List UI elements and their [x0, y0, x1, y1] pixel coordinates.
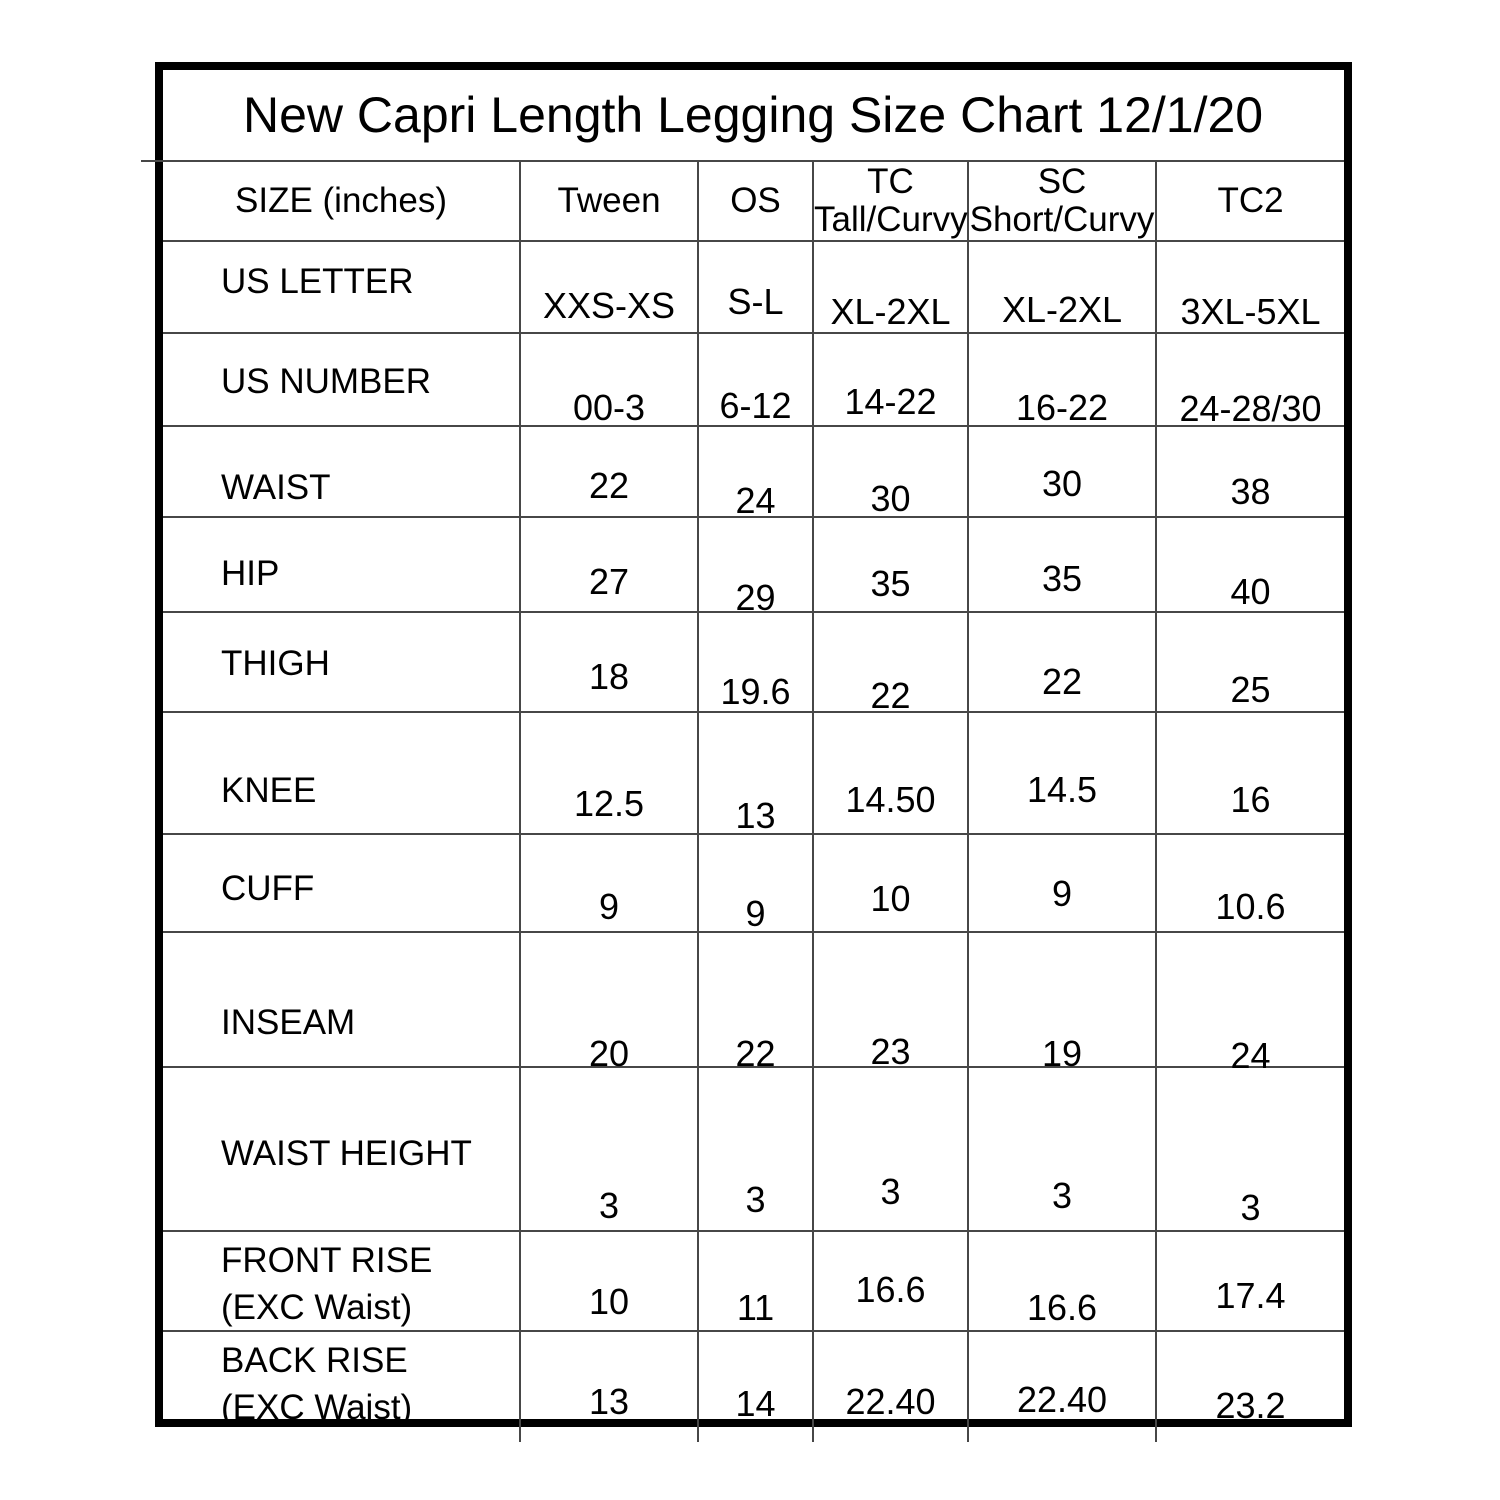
- row-label: FRONT RISE (EXC Waist): [163, 1232, 521, 1330]
- table-cell: 22: [969, 613, 1157, 711]
- table-cell: 27: [521, 518, 699, 611]
- column-header-sc: SC Short/Curvy: [969, 162, 1157, 240]
- table-cell: 20: [521, 933, 699, 1066]
- row-label: BACK RISE (EXC Waist): [163, 1332, 521, 1419]
- table-cell: 3: [969, 1068, 1157, 1230]
- table-cell: 22.40: [814, 1332, 969, 1419]
- row-label: CUFF: [163, 835, 521, 931]
- table-cell: 30: [969, 427, 1157, 516]
- table-cell: 24: [699, 427, 814, 516]
- header-row: [163, 162, 1344, 242]
- table-row-front-rise: [163, 1232, 1344, 1332]
- table-cell: 29: [699, 518, 814, 611]
- table-cell: 25: [1230, 669, 1271, 710]
- table-cell: 16-22: [969, 334, 1157, 425]
- table-cell: 9: [521, 835, 699, 931]
- row-label: WAIST HEIGHT: [163, 1068, 521, 1230]
- column-header-tc2: TC2: [1217, 181, 1284, 220]
- column-line-tail: [812, 1419, 814, 1442]
- table-cell: 14.5: [969, 713, 1157, 833]
- table-row-inseam: [163, 933, 1344, 1076]
- column-header-tween: Tween: [521, 162, 699, 240]
- table-cell: 3: [814, 1068, 969, 1230]
- table-cell: 9: [699, 835, 814, 931]
- size-chart-table: [155, 62, 1352, 1427]
- table-cell: 3: [1240, 1187, 1261, 1228]
- table-cell: 30: [814, 427, 969, 516]
- table-cell: 10.6: [1215, 886, 1286, 927]
- table-cell: 11: [699, 1232, 814, 1330]
- column-header-tc: TC Tall/Curvy: [814, 162, 968, 239]
- table-cell: 38: [1230, 471, 1271, 512]
- table-cell: 19: [969, 933, 1157, 1066]
- table-cell: 13: [699, 713, 814, 833]
- table-cell: 3: [699, 1068, 814, 1230]
- column-header-size: SIZE (inches): [163, 162, 521, 240]
- row-label: KNEE: [163, 713, 521, 833]
- table-cell: 16.6: [814, 1232, 969, 1330]
- table-cell: 35: [969, 518, 1157, 611]
- page-title: New Capri Length Legging Size Chart 12/1/20: [243, 87, 1264, 143]
- table-cell: XL-2XL: [814, 242, 969, 332]
- header-line-overhang: [141, 160, 163, 162]
- table-cell: 16.6: [969, 1232, 1157, 1330]
- table-cell: 18: [521, 613, 699, 711]
- table-cell: 23: [814, 933, 969, 1066]
- table-cell: S-L: [699, 242, 814, 332]
- table-cell: 3XL-5XL: [1180, 291, 1321, 332]
- table-cell: 13: [521, 1332, 699, 1419]
- table-cell: XL-2XL: [969, 242, 1157, 332]
- table-cell: 6-12: [699, 334, 814, 425]
- row-label: INSEAM: [163, 933, 521, 1066]
- table-row-cuff: [163, 835, 1344, 933]
- table-cell: 14: [699, 1332, 814, 1419]
- table-row-knee: [163, 713, 1344, 835]
- row-label: US LETTER: [163, 242, 521, 332]
- table-row-waist-height: [163, 1068, 1344, 1232]
- table-cell: 16: [1230, 779, 1271, 820]
- table-cell: 10: [521, 1232, 699, 1330]
- table-cell: 14-22: [814, 334, 969, 425]
- row-label: WAIST: [163, 427, 521, 516]
- table-row-us-number: [163, 334, 1344, 427]
- table-cell: 22: [699, 933, 814, 1066]
- table-cell: 19.6: [699, 613, 814, 711]
- row-label: THIGH: [163, 613, 521, 711]
- table-row-waist: [163, 427, 1344, 521]
- table-cell: 17.4: [1215, 1275, 1286, 1316]
- table-cell: 3: [521, 1068, 699, 1230]
- table-row-thigh: [163, 613, 1344, 716]
- table-cell: 24-28/30: [1179, 388, 1322, 429]
- column-line-tail: [697, 1419, 699, 1442]
- row-label: HIP: [163, 518, 521, 611]
- row-label: US NUMBER: [163, 334, 521, 425]
- table-cell: 23.2: [1215, 1385, 1286, 1426]
- table-cell: 40: [1230, 571, 1271, 612]
- column-line-tail: [519, 1419, 521, 1442]
- table-cell: 22.40: [969, 1332, 1157, 1419]
- table-cell: 22: [521, 427, 699, 516]
- column-header-os: OS: [699, 162, 814, 240]
- table-row-back-rise: [163, 1332, 1344, 1427]
- column-line-tail: [967, 1419, 969, 1442]
- table-cell: 22: [814, 613, 969, 711]
- table-cell: 14.50: [814, 713, 969, 833]
- table-row-hip: [163, 518, 1344, 618]
- table-cell: 35: [814, 518, 969, 611]
- table-cell: 24: [1230, 1035, 1271, 1076]
- table-cell: XXS-XS: [521, 242, 699, 332]
- table-cell: 12.5: [521, 713, 699, 833]
- table-cell: 00-3: [521, 334, 699, 425]
- table-row-us-letter: [163, 242, 1344, 334]
- title-row: [163, 70, 1344, 162]
- table-cell: 9: [969, 835, 1157, 931]
- column-line-tail: [1155, 1419, 1157, 1442]
- table-cell: 10: [814, 835, 969, 931]
